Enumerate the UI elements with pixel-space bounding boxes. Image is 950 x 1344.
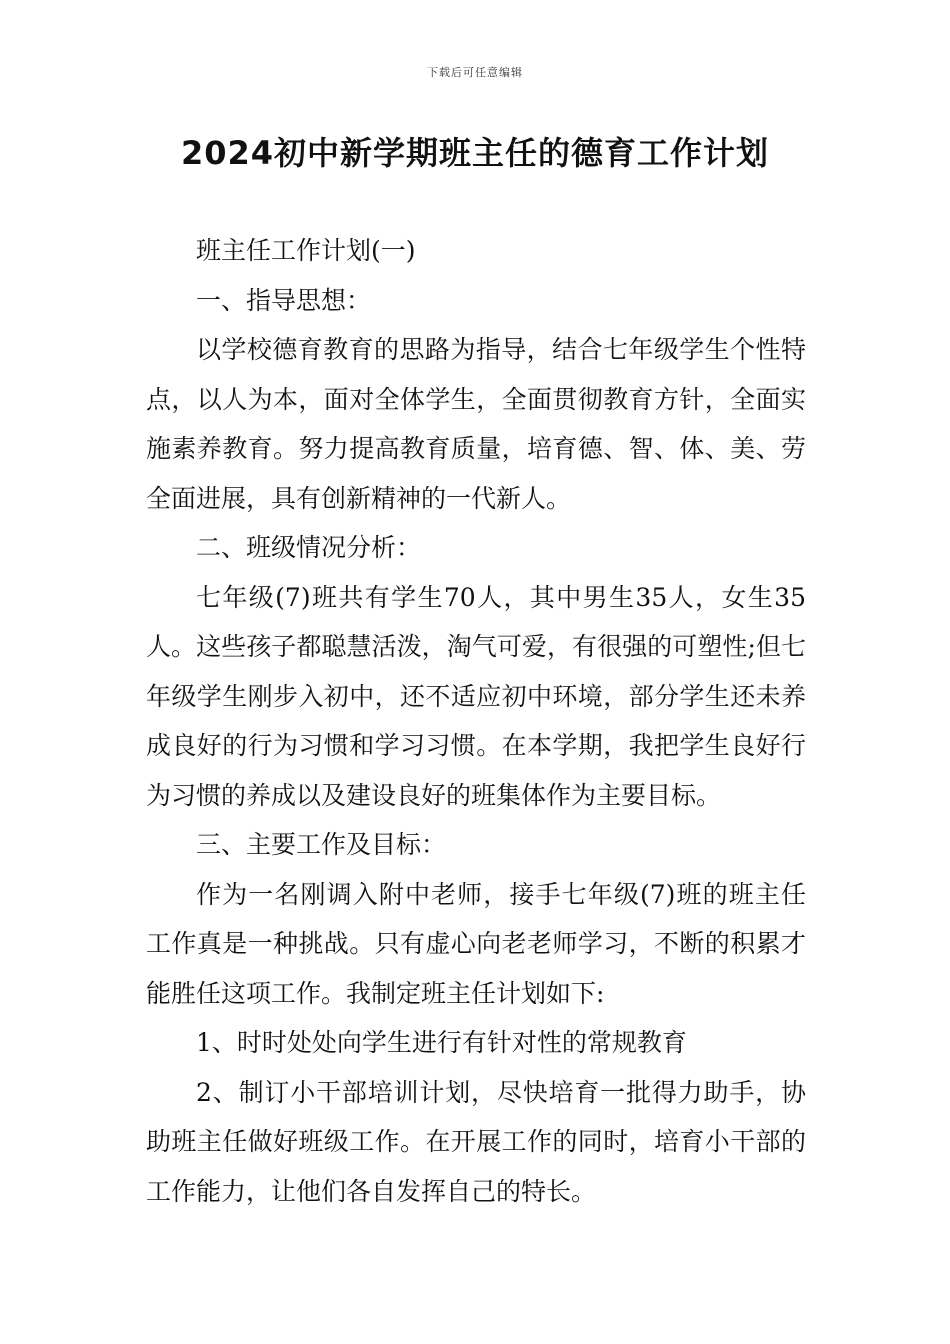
paragraph-guiding-ideology: 以学校德育教育的思路为指导，结合七年级学生个性特点，以人为本，面对全体学生，全面贯彻教育方针，全面实施素养教育。努力提高教育质量，培育德、智、体、美、劳全面进展，具有创新精神的一代新人。 (146, 335, 806, 513)
paragraph-class-analysis: 七年级(7)班共有学生70人，其中男生35人，女生35人。这些孩子都聪慧活泼，淘气可爱，有很强的可塑性;但七年级学生刚步入初中，还不适应初中环境，部分学生还未养成良好的行为习惯和学习习惯。在本学期，我把学生良好行为习惯的养成以及建设良好的班集体作为主要目标。 (146, 582, 806, 810)
section-heading-plan: 班主任工作计划(一) (196, 236, 416, 265)
section-heading-main-work: 三、主要工作及目标： (196, 830, 447, 859)
section-heading-guiding-ideology: 一、指导思想： (196, 285, 372, 315)
paragraph-main-work: 作为一名刚调入附中老师，接手七年级(7)班的班主任工作真是一种挑战。只有虚心向老老师学习，不断的积累才能胜任这项工作。我制定班主任计划如下: (146, 879, 806, 1008)
list-item-2: 2、制订小干部培训计划，尽快培育一批得力助手，协助班主任做好班级工作。在开展工作的同时，培育小干部的工作能力，让他们各自发挥自己的特长。 (146, 1077, 806, 1206)
header-note: 下载后可任意编辑 (427, 66, 523, 79)
list-item-1: 1、时时处处向学生进行有针对性的常规教育 (196, 1028, 687, 1057)
document-title: 2024初中新学期班主任的德育工作计划 (180, 134, 770, 172)
section-heading-class-analysis: 二、班级情况分析： (196, 533, 422, 562)
document-body (146, 226, 806, 1216)
